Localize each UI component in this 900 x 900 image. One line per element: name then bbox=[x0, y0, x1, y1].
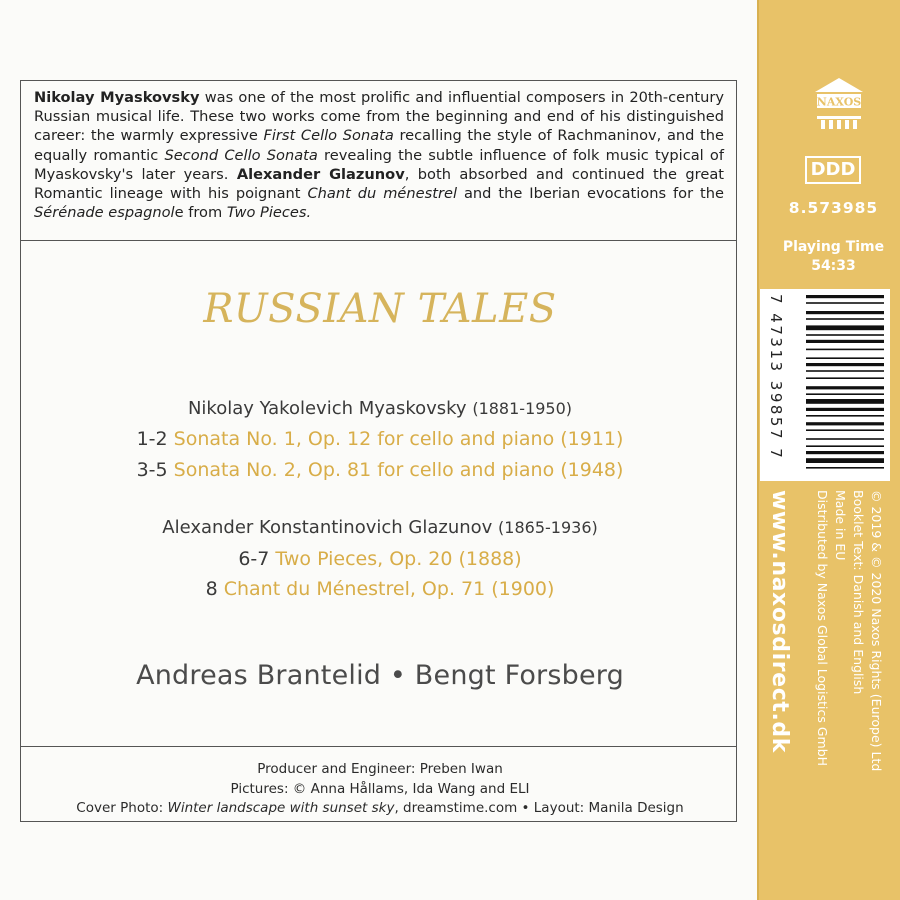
barcode-bar bbox=[806, 467, 884, 469]
credit-producer: Producer and Engineer: Preben Iwan bbox=[257, 761, 503, 777]
barcode-bar bbox=[806, 415, 884, 417]
barcode-bar bbox=[806, 451, 884, 454]
barcode-bar bbox=[806, 438, 884, 440]
work-title: Two Pieces, Op. 20 (1888) bbox=[275, 548, 522, 570]
logo-wordmark: NAXOS bbox=[816, 95, 862, 109]
blurb-work: Two Pieces. bbox=[226, 204, 312, 222]
blurb-text: e from bbox=[174, 204, 227, 222]
barcode-bar bbox=[806, 408, 884, 411]
barcode-bar bbox=[806, 386, 884, 389]
work-title: Sonata No. 1, Op. 12 for cello and piano (1911) bbox=[173, 428, 624, 450]
barcode-bar bbox=[806, 458, 884, 463]
composer-dates: (1865-1936) bbox=[498, 518, 598, 537]
barcode-bar bbox=[806, 318, 884, 320]
blurb-work: Chant du ménestrel bbox=[307, 185, 458, 203]
barcode-digits: 7 47313 39857 7 bbox=[767, 294, 785, 461]
barcode-bar bbox=[806, 302, 884, 304]
barcode-bar bbox=[806, 311, 884, 314]
composer-heading bbox=[0, 517, 760, 538]
legal-made-in: Made in EU bbox=[833, 490, 848, 561]
blurb-work: Sérénade espagnol bbox=[34, 204, 175, 222]
track-number: 1-2 bbox=[136, 428, 168, 450]
blurb-text: recalling the style of Rachmaninov, and the equally romantic bbox=[34, 127, 724, 164]
blurb-text: was one of the most prolific and influential composers in 20th-century Russian musical life. These two works come from the beginning and end of his distinguished career: the warmly expressive bbox=[34, 89, 724, 145]
album-title: RUSSIAN TALES bbox=[203, 286, 557, 332]
barcode-bar bbox=[806, 377, 884, 379]
divider-bottom bbox=[20, 746, 737, 747]
credit-text: , dreamstime.com • Layout: Manila Design bbox=[394, 800, 684, 816]
track-listing bbox=[0, 459, 760, 481]
website-url[interactable]: www.naxosdirect.dk bbox=[767, 490, 792, 753]
track-number: 6-7 bbox=[238, 548, 270, 570]
composer-name: Alexander Konstantinovich Glazunov bbox=[162, 517, 493, 538]
playing-time-label: Playing Time bbox=[782, 239, 885, 255]
legal-copyright: © 2019 & © 2020 Naxos Rights (Europe) Ltd bbox=[869, 490, 884, 772]
performers: Andreas Brantelid • Bengt Forsberg bbox=[136, 660, 624, 691]
playing-time-value: 54:33 bbox=[811, 258, 856, 274]
credit-photo-title: Winter landscape with sunset sky bbox=[167, 800, 395, 816]
work-title: Sonata No. 2, Op. 81 for cello and piano (1948) bbox=[173, 459, 624, 481]
barcode-bar bbox=[806, 422, 884, 425]
work-title: Chant du Ménestrel, Op. 71 (1900) bbox=[223, 578, 555, 600]
track-number: 3-5 bbox=[136, 459, 168, 481]
barcode-bar bbox=[806, 334, 884, 336]
blurb-composer-1: Nikolay Myaskovsky bbox=[34, 89, 200, 106]
composer-name: Nikolay Yakolevich Myaskovsky bbox=[187, 398, 467, 419]
spine-edge bbox=[757, 0, 759, 900]
track-number: 8 bbox=[205, 578, 218, 600]
description-text bbox=[34, 88, 724, 222]
blurb-text: , both absorbed and continued the great Romantic lineage with his poignant bbox=[34, 165, 724, 203]
composer-heading bbox=[0, 398, 760, 419]
barcode-bar bbox=[806, 399, 884, 404]
barcode-bar bbox=[806, 349, 884, 351]
blurb-work: First Cello Sonata bbox=[263, 127, 394, 145]
credit-cover-photo bbox=[0, 799, 760, 819]
legal-distributor: Distributed by Naxos Global Logistics GmbH bbox=[815, 490, 830, 767]
catalog-number: 8.573985 bbox=[788, 199, 879, 217]
barcode-bar bbox=[806, 357, 884, 359]
barcode-bar bbox=[806, 445, 884, 447]
blurb-text: revealing the subtle influence of folk music typical of Myaskovsky's later years. bbox=[34, 146, 724, 183]
ddd-badge: DDD bbox=[805, 156, 861, 184]
barcode-bar bbox=[806, 429, 884, 431]
track-listing bbox=[0, 428, 760, 450]
barcode-bar bbox=[806, 370, 884, 372]
barcode-bar bbox=[806, 295, 884, 298]
divider-top bbox=[20, 240, 737, 241]
barcode-bar bbox=[806, 363, 884, 366]
credit-pictures: Pictures: © Anna Hållams, Ida Wang and ELI bbox=[230, 780, 530, 797]
credit-text: Cover Photo: bbox=[76, 800, 168, 816]
barcode-bar bbox=[806, 340, 884, 343]
barcode-bar bbox=[806, 325, 884, 330]
blurb-work: Second Cello Sonata bbox=[164, 146, 318, 164]
credits bbox=[0, 760, 760, 819]
track-listing bbox=[0, 578, 760, 600]
barcode-bar bbox=[806, 393, 884, 395]
blurb-composer-2: Alexander Glazunov bbox=[236, 165, 405, 183]
playing-time bbox=[771, 238, 896, 276]
track-listing bbox=[0, 548, 760, 570]
composer-dates: (1881-1950) bbox=[472, 399, 573, 418]
naxos-logo bbox=[811, 76, 867, 130]
blurb-text: and the Iberian evocations for the bbox=[457, 185, 725, 203]
legal-booklet: Booklet Text: Danish and English bbox=[851, 490, 866, 695]
